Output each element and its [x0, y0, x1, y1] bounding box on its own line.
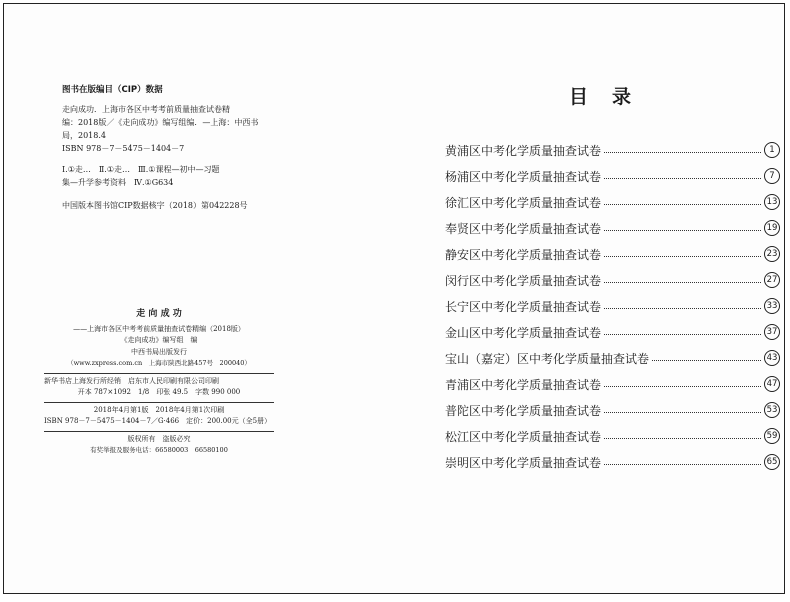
- cip-line: 局，2018.4: [62, 131, 106, 140]
- toc-page-number: 23: [764, 246, 780, 262]
- toc-leader-dots: [604, 412, 761, 413]
- colophon-isbn-price: ISBN 978－7－5475－1404－7／G·466 定价：200.00元（全5册）: [44, 417, 272, 425]
- toc-page-number: 37: [764, 324, 780, 340]
- toc-page-number: 13: [764, 194, 780, 210]
- toc-entry[interactable]: [445, 423, 780, 449]
- toc-entry-title: 杨浦区中考化学质量抽查试卷: [445, 169, 602, 184]
- colophon-format: 开本 787×1092 1/8 印张 49.5 字数 990 000: [77, 388, 241, 396]
- toc-entry-title: 黄浦区中考化学质量抽查试卷: [445, 143, 602, 158]
- toc-entry[interactable]: [445, 397, 780, 423]
- toc-leader-dots: [604, 230, 761, 231]
- toc-entry-title: 徐汇区中考化学质量抽查试卷: [445, 195, 602, 210]
- copyright-page: [4, 4, 399, 593]
- colophon-block: [44, 309, 274, 457]
- toc-entry[interactable]: [445, 449, 780, 475]
- toc-entry[interactable]: [445, 137, 780, 163]
- toc-entry[interactable]: [445, 241, 780, 267]
- toc-leader-dots: [604, 256, 761, 257]
- cip-block: [62, 84, 292, 212]
- cip-line: 编：2018版／《走向成功》编写组编．—上海：中西书: [62, 118, 259, 127]
- toc-page-number: 65: [764, 454, 780, 470]
- toc-page-number: 43: [764, 350, 780, 366]
- colophon-divider: [44, 431, 274, 432]
- toc-entry-title: 崇明区中考化学质量抽查试卷: [445, 455, 602, 470]
- colophon-address: （www.zxpress.com.cn 上海市陕西北路457号 200040）: [67, 359, 251, 367]
- colophon-title: 走 向 成 功: [136, 309, 182, 319]
- toc-page-number: 19: [764, 220, 780, 236]
- toc-leader-dots: [604, 464, 761, 465]
- toc-title: 目录: [569, 86, 656, 108]
- toc-leader-dots: [604, 386, 761, 387]
- toc-leader-dots: [604, 178, 761, 179]
- colophon-publisher: 中西书局出版发行: [131, 347, 187, 356]
- toc-entry-title: 奉贤区中考化学质量抽查试卷: [445, 221, 602, 236]
- toc-leader-dots: [604, 152, 761, 153]
- toc-entry[interactable]: [445, 267, 780, 293]
- toc-entry-title: 普陀区中考化学质量抽查试卷: [445, 403, 602, 418]
- colophon-subtitle: ——上海市各区中考考前质量抽查试卷精编（2018版）: [73, 324, 245, 333]
- colophon-editor: 《走向成功》编写组 编: [120, 336, 198, 344]
- cip-class-line: 集—升学参考资料 Ⅳ.①G634: [62, 178, 174, 187]
- toc-leader-dots: [604, 438, 761, 439]
- toc-page-number: 33: [764, 298, 780, 314]
- cip-class-line: Ⅰ.①走… Ⅱ.①走… Ⅲ.①课程—初中—习题: [62, 165, 220, 174]
- toc-entry-title: 宝山（嘉定）区中考化学质量抽查试卷: [445, 351, 650, 366]
- toc-entry[interactable]: [445, 189, 780, 215]
- cip-isbn: ISBN 978－7－5475－1404－7: [62, 144, 185, 153]
- toc-entry-title: 松江区中考化学质量抽查试卷: [445, 429, 602, 444]
- colophon-rights: 版权所有 盗版必究: [127, 434, 191, 443]
- toc-entry-title: 长宁区中考化学质量抽查试卷: [445, 299, 602, 314]
- book-spread: [3, 3, 785, 594]
- toc-entry[interactable]: [445, 345, 780, 371]
- toc-entry[interactable]: [445, 215, 780, 241]
- toc-page-number: 1: [764, 142, 780, 158]
- toc-leader-dots: [604, 282, 761, 283]
- toc-entry[interactable]: [445, 293, 780, 319]
- toc-list: [445, 137, 780, 475]
- toc-page-number: 27: [764, 272, 780, 288]
- toc-page-number: 47: [764, 376, 780, 392]
- cip-csn: 中国版本图书馆CIP数据核字（2018）第042228号: [62, 201, 248, 210]
- toc-entry[interactable]: [445, 371, 780, 397]
- colophon-divider: [44, 373, 274, 374]
- toc-page-number: 53: [764, 402, 780, 418]
- toc-entry-title: 闵行区中考化学质量抽查试卷: [445, 273, 602, 288]
- colophon-printer: 新华书店上海发行所经销 启东市人民印刷有限公司印刷: [44, 376, 219, 385]
- colophon-divider: [44, 402, 274, 403]
- toc-leader-dots: [604, 204, 761, 205]
- toc-page-number: 59: [764, 428, 780, 444]
- toc-page-number: 7: [764, 168, 780, 184]
- toc-entry-title: 金山区中考化学质量抽查试卷: [445, 325, 602, 340]
- toc-entry[interactable]: [445, 319, 780, 345]
- toc-entry-title: 青浦区中考化学质量抽查试卷: [445, 377, 602, 392]
- cip-line: 走向成功．上海市各区中考考前质量抽查试卷精: [62, 105, 230, 114]
- colophon-edition: 2018年4月第1版 2018年4月第1次印刷: [93, 405, 225, 414]
- toc-leader-dots: [604, 308, 761, 309]
- toc-leader-dots: [604, 334, 761, 335]
- toc-page: [399, 4, 786, 593]
- cip-title: 图书在版编目（CIP）数据: [62, 85, 163, 95]
- colophon-hotline: 有奖举报及服务电话：66580003 66580100: [90, 446, 228, 454]
- toc-entry[interactable]: [445, 163, 780, 189]
- toc-leader-dots: [652, 360, 761, 361]
- toc-entry-title: 静安区中考化学质量抽查试卷: [445, 247, 602, 262]
